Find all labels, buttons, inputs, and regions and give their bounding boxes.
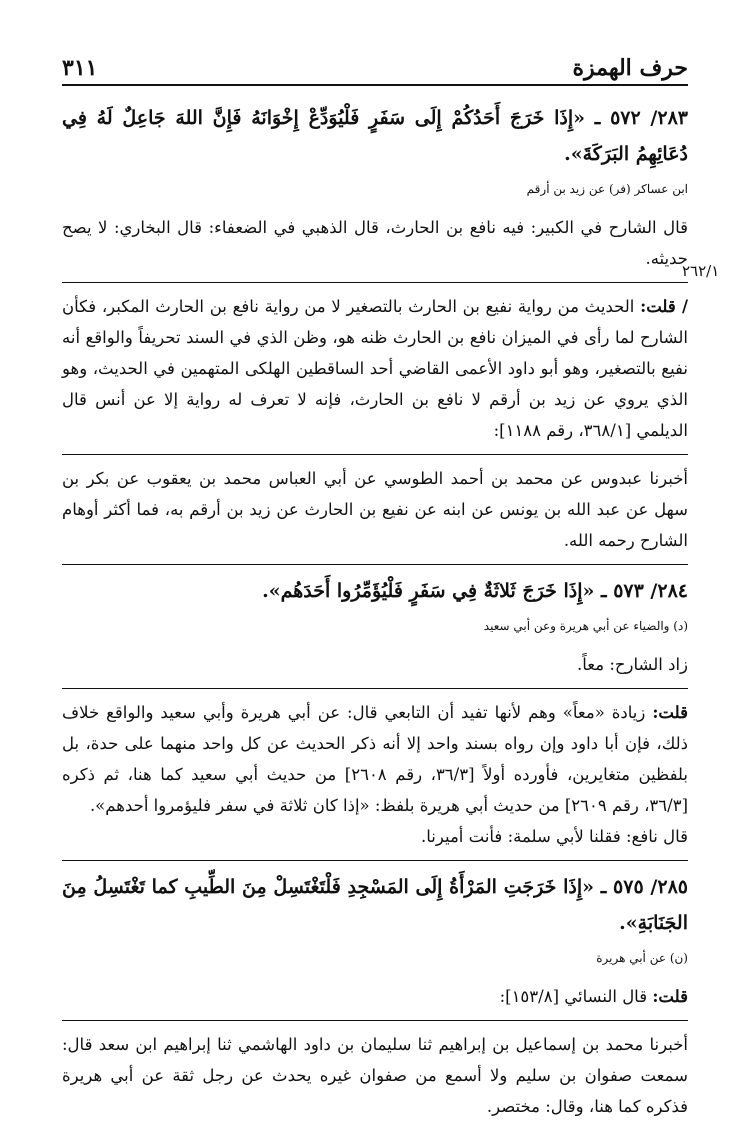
qult-text: زيادة «معاً» وهم لأنها تفيد أن التابعي قال: عن أبي هريرة وأبي سعيد والواقع خلاف ذلك، فإن أبا داود وإن رواه بسند واحد إلا أنه ذكر الحديث عن كل واحد منهما على حدة، بل بلفظين متغايرين، فأورده أولاً [٣٦/٣، رقم ٢٦٠٨] من حديث أبي سعيد كما هنا، ثم ذكره [٣٦/٣، رقم ٢٦٠٩] من حديث أبي هريرة بلفظ: «إذا كان ثلاثة في سفر فليؤمروا أحدهم». [62, 703, 688, 815]
divider [62, 454, 688, 455]
hadith-283-source: ابن عساكر (فر) عن زيد بن أرقم [526, 182, 688, 196]
qult-paragraph-2 [62, 697, 688, 821]
page-header [62, 48, 688, 86]
margin-reference-text: ٢٦٢/١ [682, 262, 720, 280]
chapter-title: حرف الهمزة [572, 55, 688, 81]
qult-paragraph-3 [62, 981, 688, 1012]
hadith-284-source: (د) والضياء عن أبي هريرة وعن أبي سعيد [483, 619, 688, 633]
divider [62, 282, 688, 283]
divider [62, 1020, 688, 1021]
qult-label: قلت: [652, 987, 688, 1006]
hadith-283: ٢٨٣/ ٥٧٢ ـ «إِذَا خَرَجَ أَحَدُكُمْ إِلَى سَفَرٍ فَلْيُوَدِّعْ إِخْوَانَهُ فَإِنَّ اللهَ جَاعِلٌ لَهُ فِي دُعَائِهِمُ البَرَكَةَ». [62, 107, 688, 165]
isnad-paragraph-3: أخبرنا محمد بن إسماعيل بن إبراهيم ثنا سليمان بن داود الهاشمي ثنا إبراهيم ابن سعد قال: سمعت صفوان بن سليم ولا أسمع من صفوان غيره يحدث عن رجل ثقة عن أبي هريرة فذكره كما هنا، وقال: مختصر. [62, 1035, 688, 1116]
page-number: ٣١١ [62, 55, 98, 81]
commentary-paragraph: قال الشارح في الكبير: فيه نافع بن الحارث، قال الذهبي في الضعفاء: قال البخاري: لا يصح حديثه. [62, 218, 688, 268]
hadith-284: ٢٨٤/ ٥٧٣ ـ «إِذَا خَرَجَ ثَلاثَةٌ فِي سَفَرٍ فَلْيُؤَمِّرُوا أَحَدَهُم». [262, 580, 688, 602]
page-content [62, 96, 688, 1122]
divider [62, 564, 688, 565]
isnad-paragraph-1: أخبرنا عبدوس عن محمد بن أحمد الطوسي عن أبي العباس محمد بن يعقوب عن بكر بن سهل عن عبد الله بن يونس عن ابنه عن نفيع بن الحارث عن زيد بن أرقم به، فما أكثر أوهام الشارح رحمه الله. [62, 469, 688, 550]
zad-line: زاد الشارح: معاً. [577, 655, 688, 674]
divider [62, 688, 688, 689]
qult-text: الحديث من رواية نفيع بن الحارث بالتصغير لا من رواية نافع بن الحارث المكبر، فكأن الشارح لما رأى في الميزان نافع بن الحارث ظنه هو، وظن الذي في السند تحريفاً والواقع أنه نفيع بالتصغير، وهو أبو داود الأعمى القاضي أحد الساقطين الهلكى المتهمين في الحديث، وهو الذي يروي عن زيد بن أرقم لا نافع بن الحارث، فإنه لا تعرف له رواية إلا عن أنس قال الديلمي [٣٦٨/١، رقم ١١٨٨]: [62, 297, 688, 440]
divider [62, 860, 688, 861]
qult-paragraph-1 [62, 291, 688, 446]
qult-text: قال النسائي [١٥٣/٨]: [499, 987, 648, 1006]
margin-reference [682, 262, 742, 280]
hadith-285-source: (ن) عن أبي هريرة [596, 951, 688, 965]
hadith-285: ٢٨٥/ ٥٧٥ ـ «إِذَا خَرَجَتِ المَرْأَةُ إِلَى المَسْجِدِ فَلْتَغْتَسِلْ مِنَ الطِّيبِ كما تَغْتَسِلُ مِنَ الجَنَابَةِ». [62, 876, 688, 934]
qult-label: قلت: [652, 703, 688, 722]
nafi-line: قال نافع: فقلنا لأبي سلمة: فأنت أميرنا. [421, 827, 688, 846]
qult-label: / قلت: [640, 297, 688, 316]
